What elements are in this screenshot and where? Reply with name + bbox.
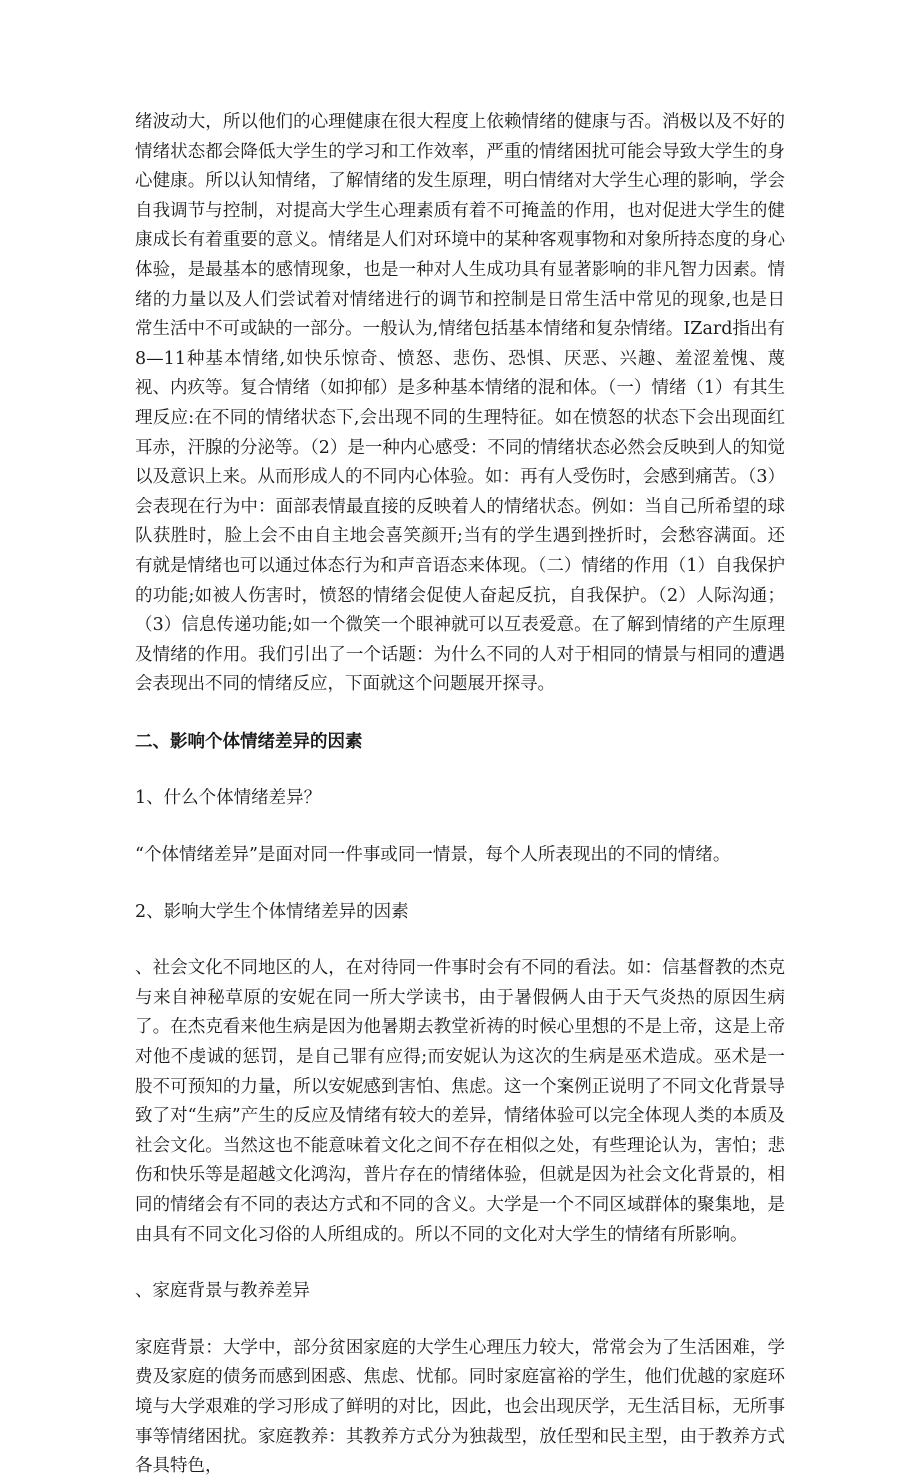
subsection-heading-2: 2、影响大学生个体情绪差异的因素 [135,901,409,922]
document-page [135,108,785,1482]
culture-paragraph: 、社会文化不同地区的人，在对待同一件事时会有不同的看法。如：信基督教的杰克与来自神秘草原的安妮在同一所大学读书，由于暑假俩人由于天气炎热的原因生病了。在杰克看来他生病是因为他暑期去教堂祈祷的时候心里想的不是上帝，这是上帝对他不虔诚的惩罚，是自己罪有应得;而安妮认为这次的生病是巫术造成。巫术是一股不可预知的力量，所以安妮感到害怕、焦虑。这一个案例正说明了不同文化背景导致了对“生病”产生的反应及情绪有较大的差异，情绪体验可以完全体现人类的本质及社会文化。当然这也不能意味着文化之间不存在相似之处，有些理论认为，害怕；悲伤和快乐等是超越文化鸿沟，普片存在的情绪体验，但就是因为社会文化背景的，相同的情绪会有不同的表达方式和不同的含义。大学是一个不同区域群体的聚集地，是由具有不同文化习俗的人所组成的。所以不同的文化对大学生的情绪有所影响。 [135,958,785,1245]
definition-paragraph: “个体情绪差异”是面对同一件事或同一情景，每个人所表现出的不同的情绪。 [135,845,731,866]
family-heading: 、家庭背景与教养差异 [135,1281,310,1302]
section-heading: 二、影响个体情绪差异的因素 [135,731,363,752]
family-paragraph: 家庭背景：大学中，部分贫困家庭的大学生心理压力较大，常常会为了生活困难，学费及家庭的债务而感到困惑、焦虑、忧郁。同时家庭富裕的学生，他们优越的家庭环境与大学艰难的学习形成了鲜明的对比，因此，也会出现厌学，无生活目标，无所事事等情绪困扰。家庭教养：其教养方式分为独裁型，放任型和民主型，由于教养方式各具特色， [135,1337,785,1477]
subsection-heading-1: 1、什么个体情绪差异？ [135,788,322,809]
intro-paragraph: 绪波动大，所以他们的心理健康在很大程度上依赖情绪的健康与否。消极以及不好的情绪状态都会降低大学生的学习和工作效率，严重的情绪困扰可能会导致大学生的身心健康。所以认知情绪，了解情绪的发生原理，明白情绪对大学生心理的影响，学会自我调节与控制，对提高大学生心理素质有着不可掩盖的作用，也对促进大学生的健康成长有着重要的意义。情绪是人们对环境中的某种客观事物和对象所持态度的身心体验，是最基本的感情现象，也是一种对人生成功具有显著影响的非凡智力因素。情绪的力量以及人们尝试着对情绪进行的调节和控制是日常生活中常见的现象,也是日常生活中不可或缺的一部分。一般认为,情绪包括基本情绪和复杂情绪。IZard指出有8—11种基本情绪,如快乐惊奇、愤怒、悲伤、恐惧、厌恶、兴趣、羞涩羞愧、蔑视、内疚等。复合情绪（如抑郁）是多种基本情绪的混和体。（一）情绪（1）有其生理反应:在不同的情绪状态下,会出现不同的生理特征。如在愤怒的状态下会出现面红耳赤，汗腺的分泌等。（2）是一种内心感受：不同的情绪状态必然会反映到人的知觉以及意识上来。从而形成人的不同内心体验。如：再有人受伤时，会感到痛苦。（3）会表现在行为中：面部表情最直接的反映着人的情绪状态。例如：当自己所希望的球队获胜时，脸上会不由自主地会喜笑颜开;当有的学生遇到挫折时，会愁容满面。还有就是情绪也可以通过体态行为和声音语态来体现。（二）情绪的作用（1）自我保护的功能;如被人伤害时，愤怒的情绪会促使人奋起反抗，自我保护。（2）人际沟通；（3）信息传递功能;如一个微笑一个眼神就可以互表爱意。在了解到情绪的产生原理及情绪的作用。我们引出了一个话题：为什么不同的人对于相同的情景与相同的遭遇会表现出不同的情绪反应，下面就这个问题展开探寻。 [135,112,785,695]
